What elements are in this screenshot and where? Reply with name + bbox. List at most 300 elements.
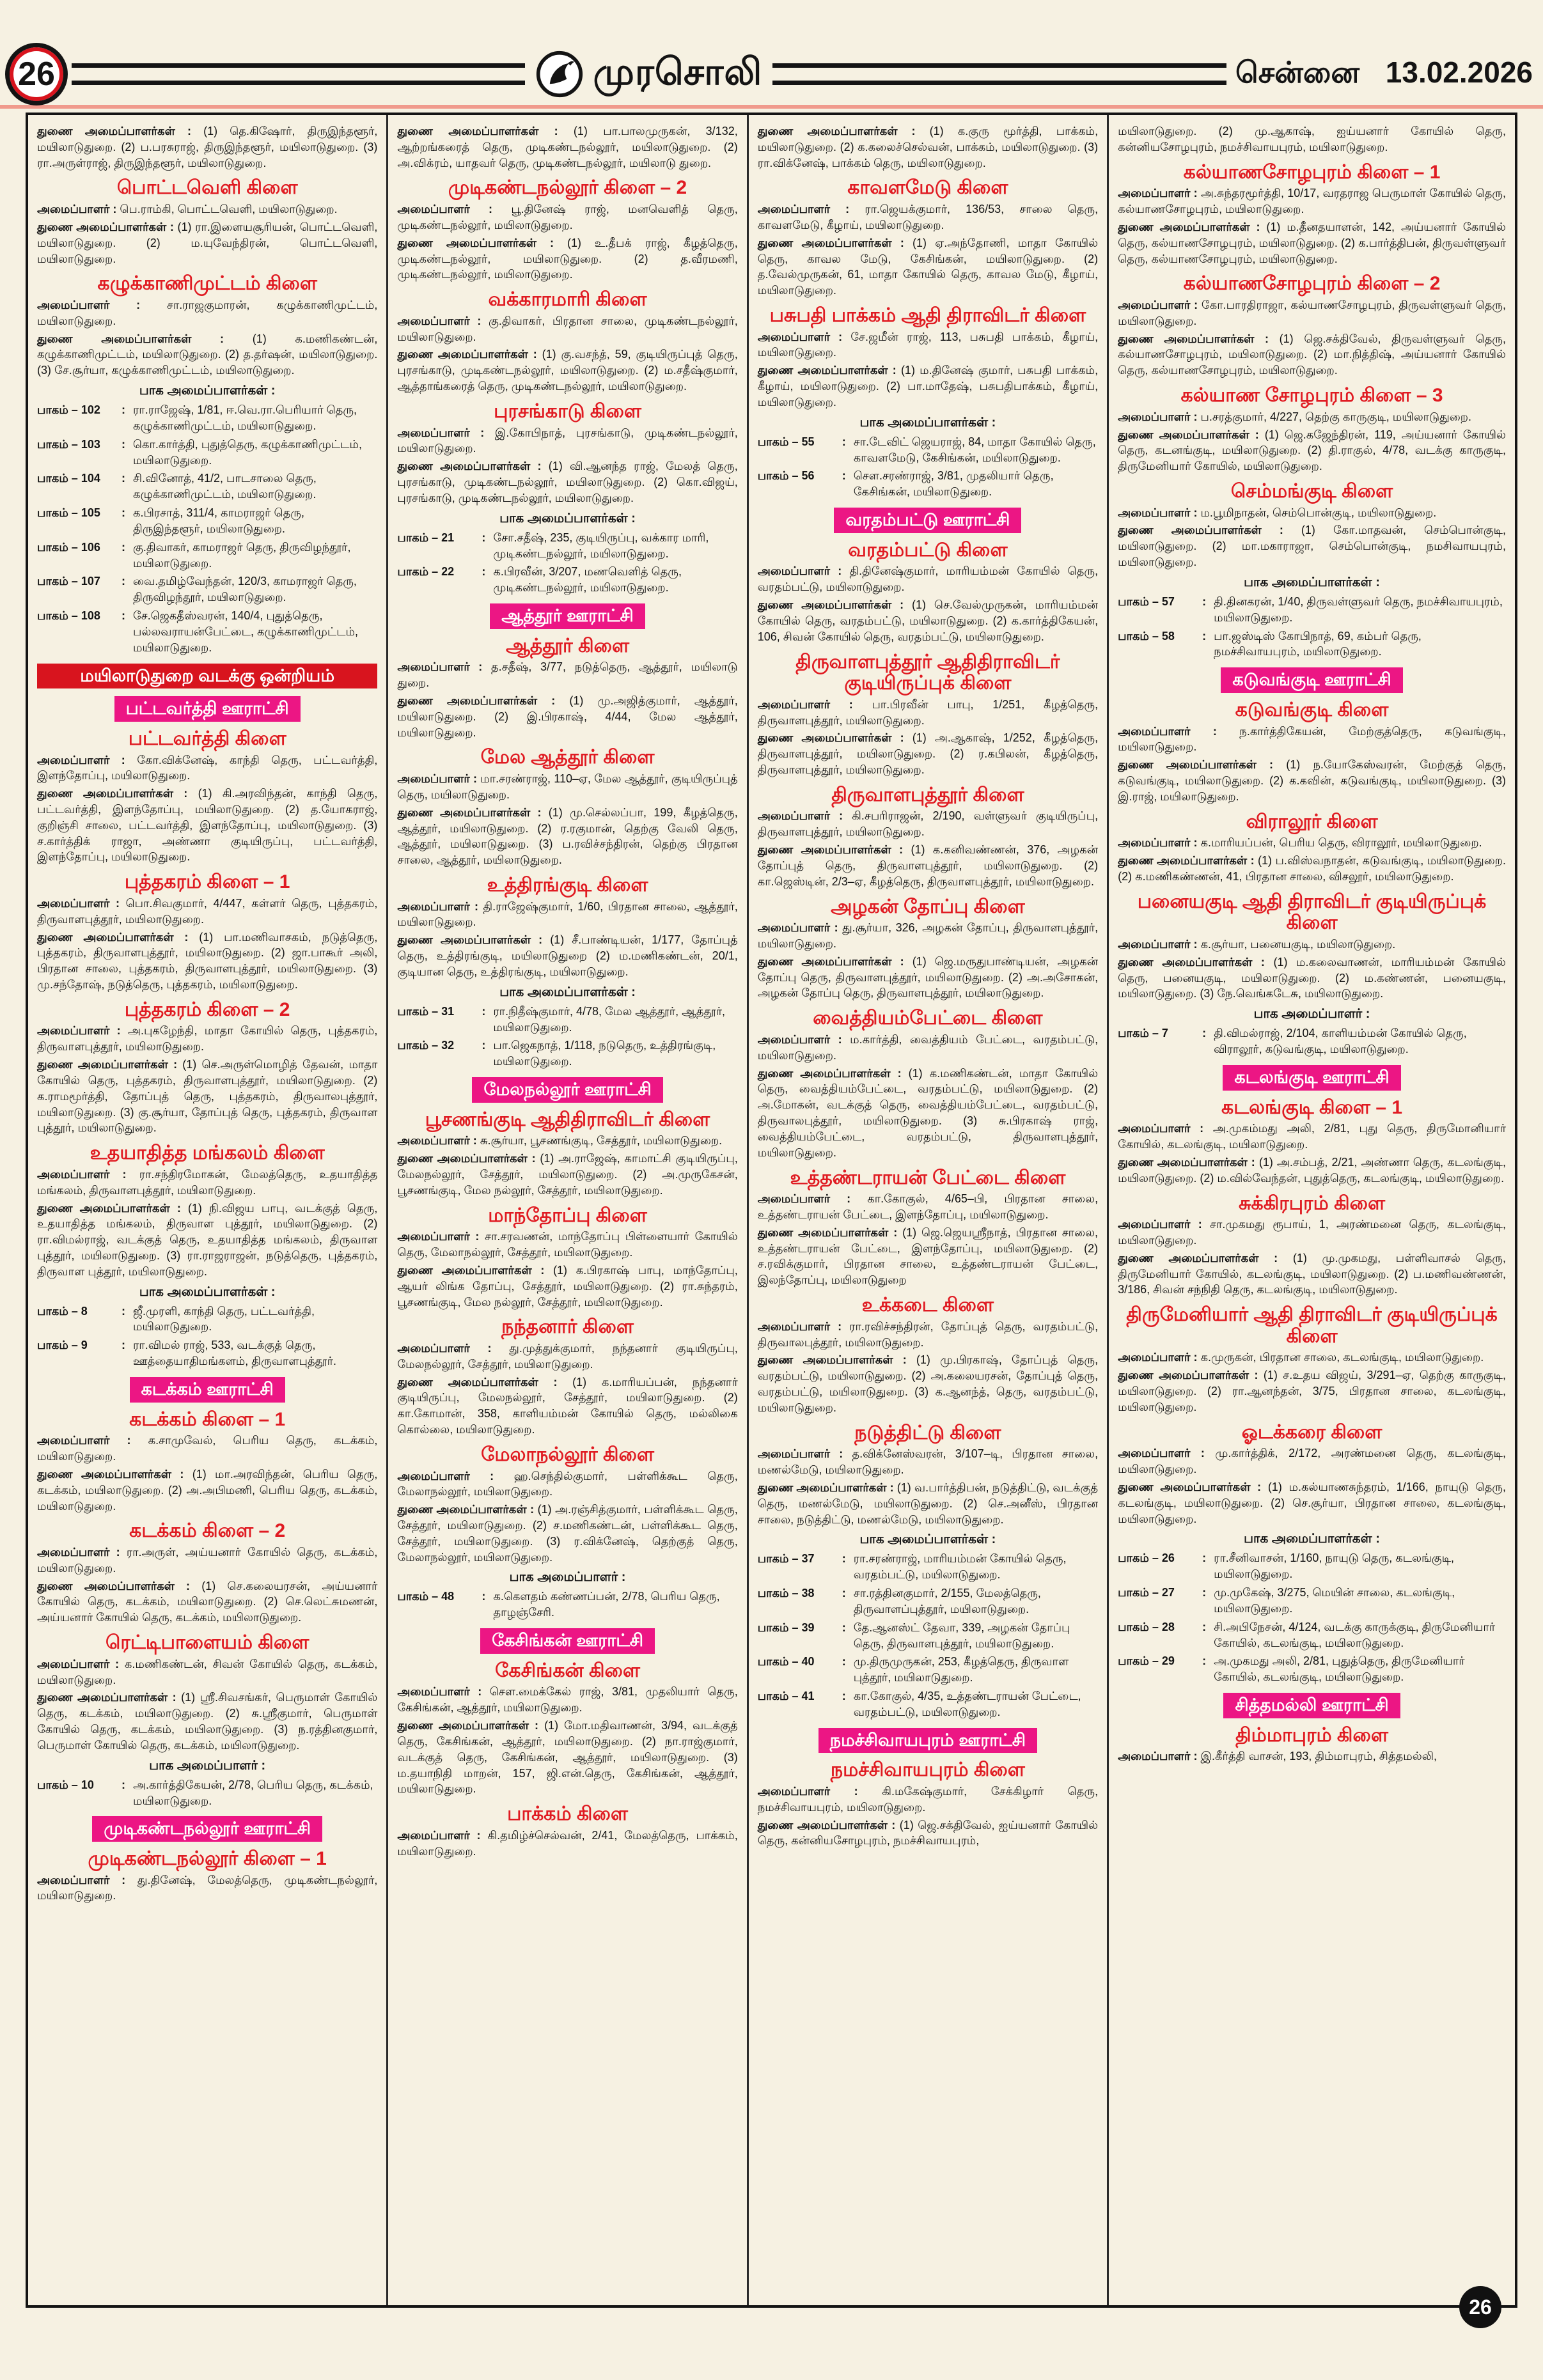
branch-heading: வக்காரமாரி கிளை: [488, 289, 647, 311]
branch-heading: கடக்கம் கிளை – 1: [129, 1408, 286, 1430]
role-label: துணை அமைப்பாளர்கள் :: [757, 1353, 916, 1367]
ward-detail: ரா.விமல் ராஜ், 533, வடக்குத் தெரு, ஊத்தையாதிமங்களம், திருவாளபுத்தூர்.: [133, 1339, 337, 1368]
ward-detail: க.பிரவீன், 3/207, மணவெளித் தெரு, முடிகண்டநல்லூர், மயிலாடுதுறை.: [493, 565, 682, 595]
role-label: துணை அமைப்பாளர்கள் :: [397, 460, 549, 473]
names-text: (1) மு.பிரகாஷ், தோப்புத் தெரு, வரதம்பட்டு, மயிலாடுதுறை. (2) அ.கலையரசன், தோப்புத் தெரு, வரதம்பட்டு, மயிலாடுதுறை. (3) க.ஆனந்த், தெரு, வரதம்பட்டு, மயிலாடுதுறை.: [757, 1353, 1099, 1414]
role-label: அமைப்பாளர் :: [1118, 187, 1201, 200]
branch-heading: நந்தனார் கிளை: [501, 1316, 634, 1338]
ward-number: பாகம் – 58: [1118, 629, 1175, 642]
ward-number: பாகம் – 108: [37, 609, 100, 623]
branch-heading: உத்திரங்குடி கிளை: [487, 874, 648, 896]
role-label: அமைப்பாளர் :: [1118, 506, 1201, 519]
office-bearers-paragraph: [1118, 1479, 1506, 1527]
names-text: அ.முகம்மது அலி, 2/81, புது தெரு, திருமோனியார் கோயில், கடலங்குடி, மயிலாடுதுறை.: [1118, 1122, 1506, 1151]
branch-heading: மேல ஆத்தூர் கிளை: [480, 747, 655, 768]
office-bearers-paragraph: [37, 752, 377, 784]
role-label: துணை அமைப்பாளர்கள் :: [757, 1818, 900, 1832]
role-label: துணை அமைப்பாளர்கள் :: [37, 125, 204, 137]
ward-detail: அ.முகமது அலி, 2/81, புதுத்தெரு, திருமேனியார் கோயில், கடலங்குடி, மயிலாடுதுறை.: [1214, 1654, 1465, 1684]
names-text: (1) அ.சம்பத், 2/21, அண்ணா தெரு, கடலங்குடி, மயிலாடுதுறை. (2) ம.வில்வேந்தன், புதுத்தெரு, கடலங்குடி, மயிலாடுதுறை.: [1118, 1155, 1506, 1185]
branch-heading: கல்யாணசோழபுரம் கிளை – 1: [1183, 161, 1441, 183]
ward-row: [1118, 628, 1506, 660]
branch-heading: சுக்கிரபுரம் கிளை: [1238, 1192, 1386, 1214]
names-text: கு.திவாகர், பிரதான சாலை, முடிகண்டநல்லூர், மயிலாடுதுறை.: [397, 314, 738, 343]
role-label: துணை அமைப்பாளர்கள் :: [757, 1225, 903, 1239]
office-bearers-paragraph: [37, 786, 377, 865]
office-bearers-paragraph: [1118, 1250, 1506, 1298]
names-text: (1) ஜெ.ஜெயஸ்ரீநாத், பிரதான சாலை, உத்தண்டராயன் பேட்டை, இளந்தோப்பு, மயிலாடுதுறை. (2) ச.ரவிக்குமார், பிரதான சாலை, உத்தண்டராயன் பேட்டை, இலந்தோப்பு, மயிலாடுதுறை: [757, 1225, 1099, 1287]
role-label: அமைப்பாளர் :: [1118, 1351, 1201, 1364]
ward-detail: ரா.ராஜேஷ், 1/81, ஈ.வெ.ரா.பெரியார் தெரு, கழுக்காணிமுட்டம், மயிலாடுதுறை.: [133, 403, 357, 432]
ward-colon: :: [121, 1778, 125, 1791]
office-bearers-paragraph: [1118, 1367, 1506, 1415]
office-bearers-paragraph: [397, 1151, 737, 1198]
page-number: 26: [18, 56, 55, 93]
ward-number: பாகம் – 29: [1118, 1654, 1175, 1668]
role-label: அமைப்பாளர் :: [397, 772, 481, 786]
edition-city: சென்னை: [1235, 55, 1359, 89]
names-text: (1) ம.தினேஷ் குமார், பசுபதி பாக்கம், கீழாய், மயிலாடுதுறை. (2) பா.மாதேஷ், பசுபதிபாக்கம், கீழாய், மயிலாடுதுறை.: [757, 364, 1099, 408]
names-text: இ.கீர்த்தி வாசன், 193, திம்மாபுரம், சித்தமல்லி,: [1200, 1750, 1437, 1763]
role-label: அமைப்பாளர் :: [37, 1873, 137, 1886]
ward-number: பாகம் – 104: [37, 472, 100, 485]
ward-colon: :: [842, 1552, 846, 1566]
ward-colon: :: [1202, 1586, 1207, 1599]
ward-detail: பா.ஜெகநாத், 1/118, நடுதெரு, உத்திரங்குடி, மயிலாடுதுறை.: [493, 1039, 716, 1068]
ward-detail: பா.ஜஸ்டிஸ் கோபிநாத், 69, கம்பர் தெரு, நமச்சிவாயபுரம், மயிலாடுதுறை.: [1214, 629, 1422, 658]
ward-detail: சி.வினோத், 41/2, பாடசாலை தெரு, கழுக்காணிமுட்டம், மயிலாடுதுறை.: [133, 472, 317, 501]
ward-detail: சே.ஜெகதீஸ்வரன், 140/4, புதுத்தெரு, பல்லவராயன்பேட்டை, கழுக்காணிமுட்டம், மயிலாடுதுறை.: [133, 609, 359, 654]
ward-number: பாகம் – 40: [757, 1655, 815, 1668]
names-text: (1) ச.உதய விஜய், 3/291–ஏ, தெற்கு காருகுடி, மயிலாடுதுறை. (2) ரா.ஆனந்தன், 3/75, பிரதான சாலை, கடலங்குடி, மயிலாடுதுறை.: [1118, 1369, 1506, 1413]
names-text: (1) தெ.கிஷோர், திருஇந்தளூர், மயிலாடுதுறை. (2) ப.பரசுராஜ், திருஇந்தளூர், மயிலாடுதுறை. (3) ரா.அருள்ராஜ், திருஇந்தளூர், மயிலாடுதுறை.: [37, 125, 378, 169]
office-bearers-paragraph: [758, 954, 1098, 1001]
ward-row: [397, 1004, 737, 1036]
office-bearers-paragraph: [37, 1544, 377, 1576]
names-text: (1) ம.தீனதயாளன், 142, அய்யனார் கோயில் தெரு, கல்யாணசோழபுரம், மயிலாடுதுறை. (2) க.பார்த்திபன், திருவள்ளுவர் தெரு, கல்யாணசோழபுரம், மயிலாடுதுறை.: [1118, 220, 1506, 265]
office-bearers-paragraph: [37, 331, 377, 378]
office-bearers-paragraph: [758, 842, 1098, 889]
ward-number: பாகம் – 103: [37, 437, 100, 451]
role-label: துணை அமைப்பாளர்கள் :: [757, 731, 912, 745]
names-text: (1) க.பிரகாஷ் பாபு, மாந்தோப்பு, ஆயர் லிங்க தோப்பு, சேத்தூர், மயிலாடுதுறை. (2) ரா.சுந்தரம், பூசணங்குடி, மேல நல்லூர், சேத்தூர், மயிலாடுதுறை.: [397, 1263, 738, 1309]
ward-number: பாகம் – 9: [37, 1339, 88, 1352]
office-bearers-paragraph: [758, 1032, 1098, 1064]
branch-heading: நமச்சிவாயபுரம் கிளை: [830, 1759, 1025, 1781]
ward-number: பாகம் – 105: [37, 506, 100, 520]
ward-row: [758, 1688, 1098, 1720]
office-bearers-paragraph: [37, 929, 377, 993]
names-text: (1) ஏ.அந்தோணி, மாதா கோயில் தெரு, காவல மேடு, கேசிங்கன், மயிலாடுதுறை. (2) த.வேல்முருகன், 61, மாதா கோயில் தெரு, காவல மேடு, கீழாய், மயிலாடுதுறை.: [757, 236, 1099, 297]
role-label: அமைப்பாளர் :: [757, 564, 850, 578]
ward-detail: ஜீ.முரளி, காந்தி தெரு, பட்டவர்த்தி, மயிலாடுதுறை.: [133, 1304, 315, 1334]
names-text: ரா.சந்திரமோகன், மேலத்தெரு, உதயாதித்த மங்கலம், திருவாளபுத்தூர், மயிலாடுதுறை.: [37, 1167, 378, 1197]
office-bearers-paragraph: [1118, 219, 1506, 267]
ward-row: [1118, 1619, 1506, 1651]
names-text: (1) மு.அஜித்குமார், ஆத்தூர், மயிலாடுதுறை. (2) இ.பிரகாஷ், 4/44, மேல ஆத்தூர், மயிலாடுதுறை.: [397, 694, 738, 739]
names-text: (1) ரா.இளையசூரியன், பொட்டவெளி, மயிலாடுதுறை. (2) ம.யுவேந்திரன், பொட்டவெளி, மயிலாடுதுறை.: [37, 220, 378, 265]
names-text: (1) மு.செல்லப்பா, 199, கீழத்தெரு, ஆத்தூர், மயிலாடுதுறை. (2) ர.ரகுமான், தெற்கு வேலி தெரு, ஆத்தூர், மயிலாடுதுறை. (3) ப.ரவிச்சந்திரன், தெற்கு பிரதான சாலை, ஆத்தூர், மயிலாடுதுறை.: [397, 805, 738, 867]
ward-row: [1118, 594, 1506, 626]
names-text: சா.ராஜகுமாரன், கழுக்காணிமுட்டம், மயிலாடுதுறை.: [37, 298, 378, 327]
role-label: துணை அமைப்பாளர்கள் :: [397, 1375, 573, 1388]
panchayat-banner: கடுவங்குடி ஊராட்சி: [1221, 667, 1402, 693]
branch-heading: முடிகண்டநல்லூர் கிளை – 1: [88, 1848, 327, 1870]
office-bearers-paragraph: [37, 297, 377, 329]
names-text: கி.சபரிராஜன், 2/190, வள்ளுவர் குடியிருப்பு, திருவாளபுத்தூர், மயிலாடுதுறை.: [757, 809, 1099, 839]
branch-heading: கடுவங்குடி கிளை: [1235, 699, 1389, 720]
ward-detail: க.கௌதம் கண்ணப்பன், 2/78, பெரிய தெரு, தாழஞ்சேரி.: [493, 1590, 720, 1619]
role-label: அமைப்பாளர் :: [37, 753, 137, 766]
role-label: அமைப்பாளர் :: [397, 1685, 490, 1699]
ward-colon: :: [1202, 1027, 1207, 1040]
ward-list-title: பாக அமைப்பாளர் :: [149, 1758, 266, 1773]
double-rule-right: [772, 63, 1226, 85]
ward-row: [37, 1303, 377, 1335]
names-text: ப.சரத்குமார், 4/227, தெற்கு காருகுடி, மயிலாடுதுறை.: [1200, 410, 1472, 423]
office-bearers-paragraph: [758, 920, 1098, 952]
ward-row: [1118, 1653, 1506, 1685]
role-label: துணை அமைப்பாளர்கள் :: [397, 805, 549, 819]
panchayat-banner: சித்தமல்லி ஊராட்சி: [1223, 1693, 1400, 1718]
ward-detail: மு.திருமுருகன், 253, கீழத்தெரு, திருவாள புத்தூர், மயிலாடுதுறை.: [853, 1655, 1069, 1684]
office-bearers-paragraph: [397, 458, 737, 506]
ward-colon: :: [121, 540, 125, 554]
names-text: க.மணிகண்டன், சிவன் கோயில் தெரு, கடக்கம், மயிலாடுதுறை.: [37, 1657, 378, 1686]
role-label: அமைப்பாளர் :: [757, 1192, 868, 1206]
office-bearers-paragraph: [397, 1684, 737, 1716]
role-label: துணை அமைப்பாளர்கள் :: [397, 125, 574, 137]
names-text: (1) செ.அருள்மொழித் தேவன், மாதா கோயில் தெரு, புத்தகரம், திருவாளபுத்தூர், மயிலாடுதுறை. (2) க.ராமமூர்த்தி, தோப்புத் தெரு, புத்தகரம், திருவாலபுத்தூர், மயிலாடுதுறை. (3) கு.சூர்யா, தோப்புத் தெரு, புத்தகரம், திருவாள புத்தூர், மயிலாடுதுறை.: [37, 1058, 378, 1135]
ward-colon: :: [842, 1587, 846, 1600]
names-text: (1) ம.கல்யாணசுந்தரம், 1/166, நாயுடு தெரு, கடலங்குடி, மயிலாடுதுறை. (2) செ.சூர்யா, பிரதான சாலை, கடலங்குடி, மயிலாடுதுறை.: [1118, 1480, 1506, 1525]
office-bearers-paragraph: [397, 1263, 737, 1310]
masthead-bar: [0, 45, 1543, 104]
names-text: க.முருகன், பிரதான சாலை, கடலங்குடி, மயிலாடுதுறை.: [1200, 1351, 1484, 1364]
ward-row: [37, 1337, 377, 1369]
ward-detail: அ.கார்த்திகேயன், 2/78, பெரிய தெரு, கடக்கம், மயிலாடுதுறை.: [133, 1778, 373, 1807]
office-bearers-paragraph: [397, 693, 737, 740]
ward-number: பாகம் – 41: [757, 1690, 815, 1703]
role-label: அமைப்பாளர் :: [1118, 724, 1240, 738]
office-bearers-paragraph: [37, 219, 377, 267]
role-label: துணை அமைப்பாளர்கள் :: [757, 1481, 897, 1494]
ward-row: [758, 468, 1098, 500]
office-bearers-paragraph: [397, 1133, 737, 1149]
names-text: சு.சூர்யா, பூசணங்குடி, சேத்தூர், மயிலாடுதுறை.: [480, 1134, 723, 1147]
role-label: அமைப்பாளர் :: [757, 921, 843, 935]
ward-row: [1118, 1550, 1506, 1582]
office-bearers-paragraph: [397, 771, 737, 803]
names-text: ந.கார்த்திகேயன், மேற்குத்தெரு, கடுவங்குடி, மயிலாடுதுறை.: [1118, 724, 1506, 754]
ward-detail: வை.தமிழ்வேந்தன், 120/3, காமராஜர் தெரு, திருவிழந்தூர், மயிலாடுதுறை.: [133, 575, 357, 604]
ward-colon: :: [482, 1004, 486, 1018]
ward-row: [37, 540, 377, 572]
names-text: கோ.பாரதிராஜா, கல்யாணசோழபுரம், திருவள்ளுவர் தெரு, மயிலாடுதுறை.: [1118, 298, 1506, 327]
column-2: [388, 115, 748, 2305]
office-bearers-paragraph: [758, 1319, 1098, 1351]
office-bearers-paragraph: [397, 1468, 737, 1500]
panchayat-banner: முடிகண்டநல்லூர் ஊராட்சி: [92, 1816, 322, 1842]
ward-colon: :: [121, 1304, 125, 1318]
role-label: அமைப்பாளர் :: [397, 1134, 480, 1147]
office-bearers-paragraph: [37, 1578, 377, 1626]
branch-heading: கல்யாண சோழபுரம் கிளை – 3: [1180, 385, 1443, 407]
ward-detail: ரா.சீனிவாசன், 1/160, நாயுடு தெரு, கடலங்குடி, மயிலாடுதுறை.: [1214, 1552, 1455, 1581]
office-bearers-paragraph: [1118, 1155, 1506, 1186]
ward-colon: :: [1202, 1620, 1207, 1633]
office-bearers-paragraph: [758, 329, 1098, 361]
panchayat-banner: பட்டவர்த்தி ஊராட்சி: [114, 696, 301, 722]
role-label: துணை அமைப்பாளர்கள் :: [37, 220, 178, 233]
role-label: அமைப்பாளர் :: [37, 896, 126, 910]
office-bearers-paragraph: [1118, 853, 1506, 885]
names-text: (1) மோ.மதிவாணன், 3/94, வடக்குத் தெரு, கேசிங்கன், ஆத்தூர், மயிலாடுதுறை. (2) நா.ராஜ்குமார், வடக்குத் தெரு, கேசிங்கன், ஆத்தூர், மயிலாடுதுறை. (3) ம.தயாநிதி மாறன், 157, ஜி.என்.தெரு, கேசிங்கன், ஆத்தூர், மயிலாடுதுறை.: [397, 1719, 738, 1796]
ward-row: [758, 1551, 1098, 1583]
ward-colon: :: [842, 1690, 846, 1703]
ward-list-title: பாக அமைப்பாளர்கள் :: [859, 415, 996, 430]
ward-row: [397, 564, 737, 596]
panchayat-banner: கடலங்குடி ஊராட்சி: [1223, 1065, 1400, 1091]
names-text: ரா.ஜெயக்குமார், 136/53, சாலை தெரு, காவளமேடு, கீழாய், மயிலாடுதுறை.: [757, 203, 1099, 231]
role-label: துணை அமைப்பாளர்கள் :: [1118, 955, 1274, 968]
ward-colon: :: [1202, 629, 1207, 642]
branch-heading: ஓடக்கரை கிளை: [1241, 1421, 1382, 1443]
ward-row: [397, 530, 737, 562]
role-label: அமைப்பாளர் :: [397, 899, 483, 913]
ward-colon: :: [121, 506, 125, 520]
branch-heading: பட்டவர்த்தி கிளை: [128, 727, 286, 749]
names-text: த.சதீஷ், 3/77, நடுத்தெரு, ஆத்தூர், மயிலாடு துறை.: [397, 660, 738, 690]
masthead-rooster-logo-icon: [535, 50, 584, 98]
names-text: (1) வி.ஆனந்த ராஜ், மேலத் தெரு, புரசங்காடு, முடிகண்டநல்லூர், மயிலாடுதுறை. (2) கொ.விஜய், புரசங்காடு, முடிகண்டநல்லூர், மயிலாடுதுறை.: [397, 460, 738, 504]
names-text: (1) க.குரு மூர்த்தி, பாக்கம், மயிலாடுதுறை. (2) க.கலைச்செல்வன், பாக்கம், மயிலாடுதுறை. (3) ரா.விக்னேஷ், பாக்கம் தெரு, மயிலாடுதுறை.: [757, 125, 1099, 169]
role-label: அமைப்பாளர் :: [397, 1469, 514, 1482]
role-label: அமைப்பாளர் :: [397, 1828, 488, 1842]
role-label: அமைப்பாளர் :: [1118, 937, 1201, 951]
office-bearers-paragraph: [397, 1374, 737, 1438]
office-bearers-paragraph: [758, 730, 1098, 777]
office-bearers-paragraph: [1118, 185, 1506, 217]
ward-colon: :: [121, 403, 125, 417]
ward-list-title: பாக அமைப்பாளர்கள் :: [859, 1532, 996, 1547]
ward-colon: :: [482, 565, 486, 579]
names-text: க.சூர்யா, பனையகுடி, மயிலாடுதுறை.: [1200, 937, 1396, 951]
role-label: துணை அமைப்பாளர்கள் :: [757, 236, 913, 249]
ward-number: பாகம் – 107: [37, 575, 100, 588]
ward-list-title: பாக அமைப்பாளர்கள் :: [139, 384, 276, 398]
role-label: துணை அமைப்பாளர்கள் :: [1118, 1369, 1264, 1382]
role-label: அமைப்பாளர் :: [757, 697, 872, 711]
ward-detail: தி.விமல்ராஜ், 2/104, காளியம்மன் கோயில் தெரு, விராலூர், கடுவங்குடி, மயிலாடுதுறை.: [1214, 1027, 1467, 1056]
office-bearers-paragraph: [758, 1066, 1098, 1161]
names-text: பொ.சிவகுமார், 4/447, கள்ளர் தெரு, புத்தகரம், திருவாளபுத்தூர், மயிலாடுதுறை.: [37, 896, 378, 926]
branch-heading: திருவாளபுத்தூர் கிளை: [831, 784, 1024, 805]
office-bearers-paragraph: [37, 201, 377, 217]
ward-colon: :: [842, 1621, 846, 1634]
office-bearers-paragraph: [37, 1656, 377, 1688]
office-bearers-paragraph: [758, 1191, 1098, 1223]
branch-heading: உத்தண்டராயன் பேட்டை கிளை: [790, 1167, 1066, 1188]
office-bearers-paragraph: [37, 1023, 377, 1055]
ward-row: [758, 1654, 1098, 1686]
office-bearers-paragraph: [1118, 331, 1506, 378]
names-text: (1) ஜெ.சக்திவேல், திருவள்ளுவர் தெரு, கல்யாணசோழபுரம், மயிலாடுதுறை. (2) மா.நித்திஷ், அய்யனார் கோயில் தெரு, கல்யாணசோழபுரம், மயிலாடுதுறை.: [1118, 332, 1506, 377]
names-text: து.முத்துக்குமார், நந்தனார் குடியிருப்பு, மேலநல்லூர், சேத்தூர், மயிலாடுதுறை.: [397, 1341, 738, 1371]
office-bearers-paragraph: [397, 1718, 737, 1797]
role-label: துணை அமைப்பாளர்கள் :: [397, 1503, 538, 1516]
office-bearers-paragraph: [37, 1201, 377, 1280]
branch-heading: முடிகண்டநல்லூர் கிளை – 2: [448, 177, 687, 199]
office-bearers-paragraph: [397, 1502, 737, 1565]
office-bearers-paragraph: [1118, 505, 1506, 521]
bottom-page-number: 26: [1469, 2295, 1492, 2319]
ward-list-title: பாக அமைப்பாளர்கள் :: [1244, 1532, 1380, 1546]
edition-date: 13.02.2026: [1385, 55, 1533, 89]
office-bearers-paragraph: [1118, 522, 1506, 570]
names-text: சே.ஜமீன் ராஜ், 113, பசுபதி பாக்கம், கீழாய், மயிலாடுதுறை.: [757, 330, 1099, 359]
ward-detail: ரா.நிதீஷ்குமார், 4/78, மேல ஆத்தூர், ஆத்தூர், மயிலாடுதுறை.: [493, 1004, 725, 1034]
role-label: அமைப்பாளர் :: [397, 314, 489, 327]
office-bearers-paragraph: [397, 659, 737, 691]
names-text: (1) மு.முகமது, பள்ளிவாசல் தெரு, திருமேனியார் கோயில், கடலங்குடி, மயிலாடுதுறை. (2) ப.மணிவண்ணன், 3/186, சிவன் சந்நிதி தெரு, கடலங்குடி, மயிலாடுதுறை.: [1118, 1251, 1506, 1296]
names-text: (1) கு.வசந்த், 59, குடியிருப்புத் தெரு, புரசங்காடு, முடிகண்டநல்லூர், மயிலாடுதுறை. (2) ம.சதீஷ்குமார், ஆத்தாங்கரைத் தெரு, முடிகண்டநல்லூர், மயிலாடுதுறை.: [397, 348, 738, 393]
office-bearers-paragraph: [1118, 835, 1506, 851]
ward-detail: க.பிரசாத், 311/4, காமராஜர் தெரு, திருஇந்தளூர், மயிலாடுதுறை.: [133, 506, 304, 535]
names-text: கா.கோகுல், 4/65–பி, பிரதான சாலை, உத்தண்டராயன் பேட்டை, இளந்தோப்பு, மயிலாடுதுறை.: [757, 1192, 1099, 1221]
branch-heading: கேசிங்கன் கிளை: [495, 1660, 640, 1681]
office-bearers-paragraph: [758, 1446, 1098, 1478]
branch-heading: நடுத்திட்டு கிளை: [854, 1422, 1001, 1443]
ward-detail: மு.முகேஷ், 3/275, மெயின் சாலை, கடலங்குடி, மயிலாடுதுறை.: [1214, 1586, 1455, 1615]
ward-number: பாகம் – 57: [1118, 595, 1175, 608]
names-text: ரா.அருள், அய்யனார் கோயில் தெரு, கடக்கம், மயிலாடுதுறை.: [37, 1545, 378, 1575]
names-text: (1) கி.அரவிந்தன், காந்தி தெரு, பட்டவர்த்தி, இளந்தோப்பு, மயிலாடுதுறை. (2) த.யோகராஜ், குறிஞ்சி சாலை, பட்டவர்த்தி, இளந்தோப்பு, மயிலாடுதுறை. (3) ச.கார்த்திக் ராஜா, அண்ணா குடியிருப்பு, பட்டவர்த்தி, இளந்தோப்பு, மயிலாடுதுறை.: [37, 787, 378, 864]
role-label: அமைப்பாளர் :: [37, 1657, 125, 1670]
branch-heading: கல்யாணசோழபுரம் கிளை – 2: [1183, 273, 1441, 295]
ward-list-title: பாக அமைப்பாளர் :: [1253, 1007, 1370, 1022]
office-bearers-paragraph: [1118, 1121, 1506, 1153]
role-label: துணை அமைப்பாளர்கள் :: [397, 694, 570, 707]
names-text: (1) அ.ரஞ்சித்குமார், பள்ளிக்கூட தெரு, சேத்தூர், மயிலாடுதுறை. (2) ச.மணிகண்டன், பள்ளிக்கூட தெரு, சேத்தூர், மயிலாடுதுறை. (3) ர.விக்னேஷ், தெற்குத் தெரு, மேலாநல்லூர், மயிலாடுதுறை.: [397, 1503, 738, 1564]
role-label: துணை அமைப்பாளர்கள் :: [757, 954, 912, 968]
names-text: பா.பிரவீன் பாபு, 1/251, கீழத்தெரு, திருவாளபுத்தூர், மயிலாடுதுறை.: [757, 697, 1099, 727]
ward-row: [758, 1620, 1098, 1652]
role-label: துணை அமைப்பாளர்கள் :: [1118, 524, 1301, 537]
ward-number: பாகம் – 8: [37, 1304, 88, 1318]
names-text: அ.சுந்தரமூர்த்தி, 10/17, வரதராஜ பெருமாள் கோயில் தெரு, கல்யாணசோழபுரம், மயிலாடுதுறை.: [1118, 187, 1506, 216]
role-label: அமைப்பாளர் :: [757, 1032, 850, 1046]
office-bearers-paragraph: [758, 1352, 1098, 1415]
ward-number: பாகம் – 56: [757, 469, 815, 483]
names-text: (1) ஜெ.சக்திவேல், ஐய்யனார் கோயில் தெரு, கன்னியசோழபுரம், நமச்சிவாயபுரம்,: [757, 1818, 1099, 1847]
ward-number: பாகம் – 39: [757, 1621, 815, 1634]
role-label: அமைப்பாளர் :: [1118, 1750, 1201, 1763]
names-text: மா.சரண்ராஜ், 110–ஏ, மேல ஆத்தூர், குடியிருப்புத் தெரு, மயிலாடுதுறை.: [397, 772, 738, 801]
ward-colon: :: [842, 469, 846, 483]
office-bearers-paragraph: [758, 563, 1098, 595]
panchayat-banner: ஆத்தூர் ஊராட்சி: [490, 603, 645, 629]
ward-row: [1118, 1585, 1506, 1617]
ward-colon: :: [1202, 1654, 1207, 1668]
office-bearers-paragraph: [1118, 1349, 1506, 1365]
role-label: அமைப்பாளர் :: [757, 330, 851, 343]
office-bearers-paragraph: [1118, 1445, 1506, 1477]
office-bearers-paragraph: [37, 896, 377, 928]
office-bearers-paragraph: [758, 235, 1098, 299]
names-text: (1) ப.விஸ்வநாதன், கடுவங்குடி, மயிலாடுதுறை. (2) க.மணிகண்ணன், 41, பிரதான சாலை, விசலூர், மயிலாடுதுறை.: [1118, 854, 1506, 883]
names-text: (1) க.கனிவண்ணன், 376, அழகன் தோப்புத் தெரு, திருவாளபுத்தூர், மயிலாடுதுறை. (2) கா.ஜெஸ்டின், 2/3–ஏ, கீழத்தெரு, திருவாளபுத்தூர், மயிலாடுதுறை.: [757, 843, 1099, 888]
masthead-title: முரசொலி: [593, 51, 763, 93]
role-label: அமைப்பாளர் :: [397, 203, 512, 216]
names-text: கி.மகேஷ்குமார், சேக்கிழார் தெரு, நமச்சிவாயபுரம், மயிலாடுதுறை.: [757, 1784, 1099, 1814]
ward-list-title: பாக அமைப்பாளர்கள் :: [499, 511, 636, 525]
ward-colon: :: [482, 1590, 486, 1603]
names-text: (1) க.மணிகண்டன், மாதா கோயில் தெரு, வைத்தியம்பேட்டை, வரதம்பட்டு, மயிலாடுதுறை. (2) அ.மோகன், வடக்குத் தெரு, வைத்தியம்பேட்டை, வரதம்பட்டு, திருவாலபுத்தூர், மயிலாடுதுறை. (3) சு.பிரகாஷ் ராஜ், வைத்தியம்பேட்டை, வரதம்பட்டு, திருவாளபுத்தூர், மயிலாடுதுறை.: [757, 1066, 1099, 1159]
panchayat-banner: கேசிங்கன் ஊராட்சி: [480, 1628, 655, 1654]
office-bearers-paragraph: [397, 235, 737, 283]
ward-detail: சோ.சதீஷ், 235, குடியிருப்பு, வக்கார மாரி, முடிகண்டநல்லூர், மயிலாடுதுறை.: [493, 531, 709, 560]
content-box: [26, 113, 1517, 2308]
office-bearers-paragraph: [397, 425, 737, 457]
names-text: து.தினேஷ், மேலத்தெரு, முடிகண்டநல்லூர், மயிலாடுதுறை.: [37, 1873, 378, 1902]
office-bearers-paragraph: [1118, 297, 1506, 329]
role-label: துணை அமைப்பாளர்கள் :: [1118, 332, 1280, 345]
branch-heading: அழகன் தோப்பு கிளை: [831, 896, 1025, 917]
ward-number: பாகம் – 48: [397, 1590, 455, 1603]
office-bearers-paragraph: [1118, 757, 1506, 804]
ward-detail: ரா.சரண்ராஜ், மாரியம்மன் கோயில் தெரு, வரதம்பட்டு, மயிலாடுதுறை.: [853, 1552, 1067, 1582]
ward-colon: :: [1202, 595, 1207, 608]
role-label: அமைப்பாளர் :: [37, 203, 120, 216]
ward-colon: :: [482, 1039, 486, 1052]
branch-heading: ரெட்டிபாளையம் கிளை: [106, 1632, 309, 1654]
ward-row: [37, 608, 377, 655]
ward-detail: சா.டேவிட் ஜெயராஜ், 84, மாதா கோயில் தெரு, காவளமேடு, கேசிங்கன், மயிலாடுதுறை.: [853, 435, 1096, 464]
office-bearers-paragraph: [37, 1466, 377, 1514]
branch-heading: காவளமேடு கிளை: [847, 177, 1008, 199]
office-bearers-paragraph: [397, 201, 737, 233]
role-label: அமைப்பாளர் :: [37, 1167, 139, 1181]
role-label: துணை அமைப்பாளர்கள் :: [1118, 1155, 1259, 1169]
branch-heading: பனையகுடி ஆதி திராவிடர் குடியிருப்புக் கிளை: [1137, 891, 1487, 934]
role-label: அமைப்பாளர் :: [397, 426, 495, 439]
office-bearers-paragraph: [1118, 1748, 1506, 1764]
masthead-brand: [529, 50, 769, 98]
names-text: (1) ஸ்ரீ.சிவசங்கர், பெருமாள் கோயில் தெரு, கடக்கம், மயிலாடுதுறை. (2) சு.ஸ்ரீகுமார், பெருமாள் கோயில் தெரு, கடக்கம், மயிலாடுதுறை. (3) ந.ரத்தினகுமார், பெருமாள் கோயில் தெரு, கடக்கம், மயிலாடுதுறை.: [37, 1691, 378, 1752]
names-text: (1) அ.ராஜேஷ், காமாட்சி குடியிருப்பு, மேலநல்லூர், சேத்தூர், மயிலாடுதுறை. (2) அ.முருகேசன், பூசணங்குடி, மேல நல்லூர், சேத்தூர், மயிலாடுதுறை.: [397, 1152, 738, 1197]
ward-number: பாகம் – 10: [37, 1778, 94, 1791]
role-label: அமைப்பாளர் :: [37, 1434, 148, 1447]
office-bearers-paragraph: [1118, 123, 1506, 155]
ward-colon: :: [121, 472, 125, 485]
office-bearers-paragraph: [37, 1690, 377, 1753]
office-bearers-paragraph: [1118, 409, 1506, 425]
ward-number: பாகம் – 21: [397, 531, 455, 544]
panchayat-banner: வரதம்பட்டு ஊராட்சி: [834, 508, 1021, 533]
ward-row: [758, 434, 1098, 466]
office-bearers-paragraph: [758, 597, 1098, 644]
role-label: துணை அமைப்பாளர்கள் :: [397, 348, 542, 361]
names-text: க.மாரியப்பன், பெரிய தெரு, விராலூர், மயிலாடுதுறை.: [1200, 836, 1482, 850]
ward-detail: கு.திவாகர், காமராஜர் தெரு, திருவிழந்தூர், மயிலாடுதுறை.: [133, 540, 351, 570]
role-label: துணை அமைப்பாளர்கள் :: [37, 1467, 192, 1481]
names-text: பூ.தினேஷ் ராஜ், மனவெளித் தெரு, முடிகண்டநல்லூர், மயிலாடுதுறை.: [397, 203, 738, 231]
role-label: அமைப்பாளர் :: [1118, 1122, 1213, 1135]
names-text: (1) பா.மணிவாசகம், நடுத்தெரு, புத்தகரம், திருவாளபுத்தூர், மயிலாடுதுறை. (2) ஜா.பாகூர் அலி, பிரதான சாலை, புத்தகரம், திருவாளபுத்தூர், மயிலாடுதுறை. (3) மு.சந்தோஷ், நடுத்தெரு, புத்தகரம், மயிலாடுதுறை.: [37, 930, 378, 992]
office-bearers-paragraph: [397, 899, 737, 931]
ward-list-title: பாக அமைப்பாளர்கள் :: [499, 984, 636, 999]
